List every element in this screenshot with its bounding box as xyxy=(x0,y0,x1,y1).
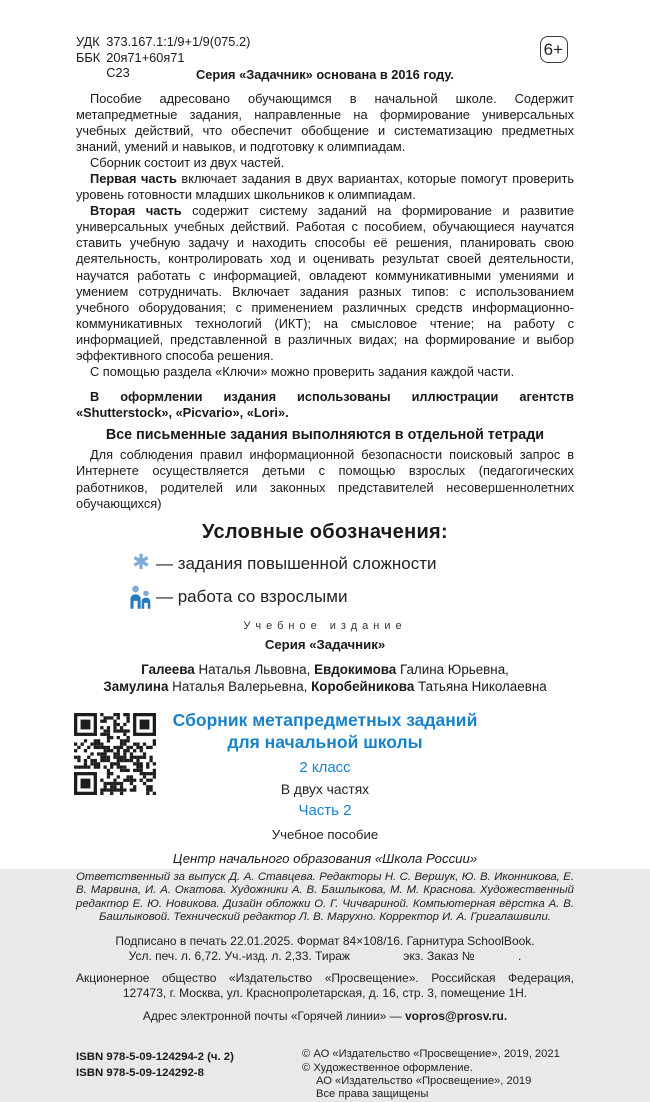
legend-title: Условные обозначения: xyxy=(201,520,448,543)
print-info-line2: Усл. печ. л. 6,72. Уч.-изд. л. 2,33. Тираж экз. Заказ № . xyxy=(128,949,522,964)
age-rating-badge: 6+ xyxy=(540,36,568,63)
bbk-label: ББК xyxy=(76,49,101,65)
part1-text: включает задания в двух вариантах, которые помогут проверить уровень готовности младших школьников к олимпиадам. xyxy=(76,170,574,203)
annotation-paragraph-part2 xyxy=(76,203,574,364)
written-tasks-note: Все письменные задания выполняются в отдельной тетради xyxy=(105,427,545,444)
annotation-paragraph: С помощью раздела «Ключи» можно проверить задания каждой части. xyxy=(90,364,515,380)
isbn-block xyxy=(76,1049,234,1102)
part2-lead: Вторая часть xyxy=(90,203,182,219)
series-name: Серия «Задачник» xyxy=(264,636,386,652)
author-names: Татьяна Николаевна xyxy=(418,678,547,694)
hotline-prefix: Адрес электронной почты «Горячей линии» — xyxy=(142,1008,405,1023)
authors-line xyxy=(76,661,574,678)
author-names: Наталья Валерьевна, xyxy=(172,678,308,694)
illustration-credits-note: В оформлении издания использованы иллюстрации агентств «Shutterstock», «Picvario», «Lori». xyxy=(76,389,574,421)
adult-child-icon xyxy=(126,585,156,609)
bottom-block xyxy=(76,1049,574,1102)
isbn-full: ISBN 978-5-09-124292-8 xyxy=(76,1067,204,1080)
legend-item-label: — задания повышенной сложности xyxy=(156,553,437,573)
legend-item-adults xyxy=(126,584,574,610)
part-number: Часть 2 xyxy=(298,801,352,819)
annotation-paragraph-part1 xyxy=(76,171,574,203)
edition-type: Учебное издание xyxy=(243,619,407,632)
parts-label: В двух частях xyxy=(280,781,370,797)
copyright-line: © Художественное оформление. xyxy=(302,1061,473,1074)
publisher-address: Акционерное общество «Издательство «Просвещение». Российская Федерация, 127473, г. Москва, ул. Краснопролетарская, д. 16, стр. 3, помещение 1Н. xyxy=(76,970,574,1001)
author-surname: Евдокимова xyxy=(314,661,397,677)
hotline-line xyxy=(76,1009,574,1025)
annotation-paragraph: Сборник состоит из двух частей. xyxy=(90,154,285,170)
codes-table xyxy=(76,34,256,81)
staff-credits: Ответственный за выпуск Д. А. Ставцева. Редакторы Н. С. Вершук, Ю. В. Иконникова, Е. В. Марвина, И. А. Окатова. Художники А. В. Башлыкова, М. М. Краснова. Художественный редактор Е. Ю. Новикова. Дизайн обложки О. Г. Чичвариной. Компьютерная вёрстка А. В. Башлыковой. Технический редактор Л. В. Марухно. Корректор И. А. Григалашвили. xyxy=(76,870,574,924)
book-title-line1: Сборник метапредметных заданий xyxy=(172,709,478,730)
education-center: Центр начального образования «Школа России» xyxy=(172,850,478,866)
annotation-block xyxy=(76,91,574,422)
asterisk-icon: ✱ xyxy=(132,551,150,575)
copyright-line: АО «Издательство «Просвещение», 2019 xyxy=(316,1074,532,1087)
internet-safety-note: Для соблюдения правил информационной безопасности поисковый запрос в Интернете осуществляется детьми с помощью взрослых (педагогических работников, родителей или законных представителей несовершеннолетних обучающихся) xyxy=(76,447,574,511)
author-surname: Галеева xyxy=(141,661,195,677)
copyright-block xyxy=(302,1049,574,1102)
imprint-block xyxy=(76,934,574,1025)
legend-item-label: — работа со взрослыми xyxy=(156,586,348,606)
part2-text: содержит систему заданий на формирование и развитие универсальных учебных действий. Работая с пособием, обучающиеся научатся ставить учебную задачу и находить способы её решения, планировать свою деятельность, контролировать ход и оценивать результат своей деятельности, научатся работать с информацией, овладеют коммуникативными умениями и умением сотрудничать. Включает задания разных типов: с использованием учебного оборудования; с применением различных средств информационно-коммуникативных технологий (ИКТ); на смысловое чтение; на работу с информацией, представленной в различных видах; на формирование и выбор эффективного способа решения. xyxy=(76,203,574,363)
bibliographic-codes xyxy=(76,34,574,81)
print-info-line1: Подписано в печать 22.01.2025. Формат 84×108/16. Гарнитура SchoolBook. xyxy=(115,933,535,948)
safety-note-block xyxy=(76,447,574,511)
title-block xyxy=(76,709,574,842)
qr-code xyxy=(74,713,156,795)
copyright-line: Все права защищены xyxy=(316,1088,429,1101)
author-code: С23 xyxy=(106,65,130,80)
hotline-email: vopros@prosv.ru. xyxy=(404,1008,508,1023)
part1-lead: Первая часть xyxy=(90,170,177,186)
book-title-line2: для начальной школы xyxy=(227,731,423,752)
publication-kind: Учебное пособие xyxy=(271,826,379,842)
series-founded-note: Серия «Задачник» основана в 2016 году. xyxy=(196,66,454,82)
udk-label: УДК xyxy=(76,34,100,49)
annotation-paragraph: Пособие адресовано обучающимся в начальной школе. Содержит метапредметные задания, направленные на формирование универсальных учебных действий, что обеспечит обобщение и систематизацию предметных знаний, умений и навыков, и подготовку к олимпиадам. xyxy=(76,90,574,154)
udk-value: 373.167.1:1/9+1/9(075.2) xyxy=(106,34,251,49)
isbn-part: ISBN 978-5-09-124294-2 (ч. 2) xyxy=(76,1051,234,1064)
copyright-line: © АО «Издательство «Просвещение», 2019, 2021 xyxy=(302,1048,560,1061)
authors-line xyxy=(76,678,574,695)
legend-item-advanced xyxy=(126,551,574,577)
author-names: Галина Юрьевна, xyxy=(399,661,509,677)
bbk-value: 20я71+60я71 xyxy=(106,49,185,65)
author-surname: Замулина xyxy=(103,678,169,694)
authors-block xyxy=(76,661,574,695)
grade-label: 2 класс xyxy=(299,758,351,776)
author-names: Наталья Львовна, xyxy=(198,661,311,677)
author-surname: Коробейникова xyxy=(311,678,415,694)
